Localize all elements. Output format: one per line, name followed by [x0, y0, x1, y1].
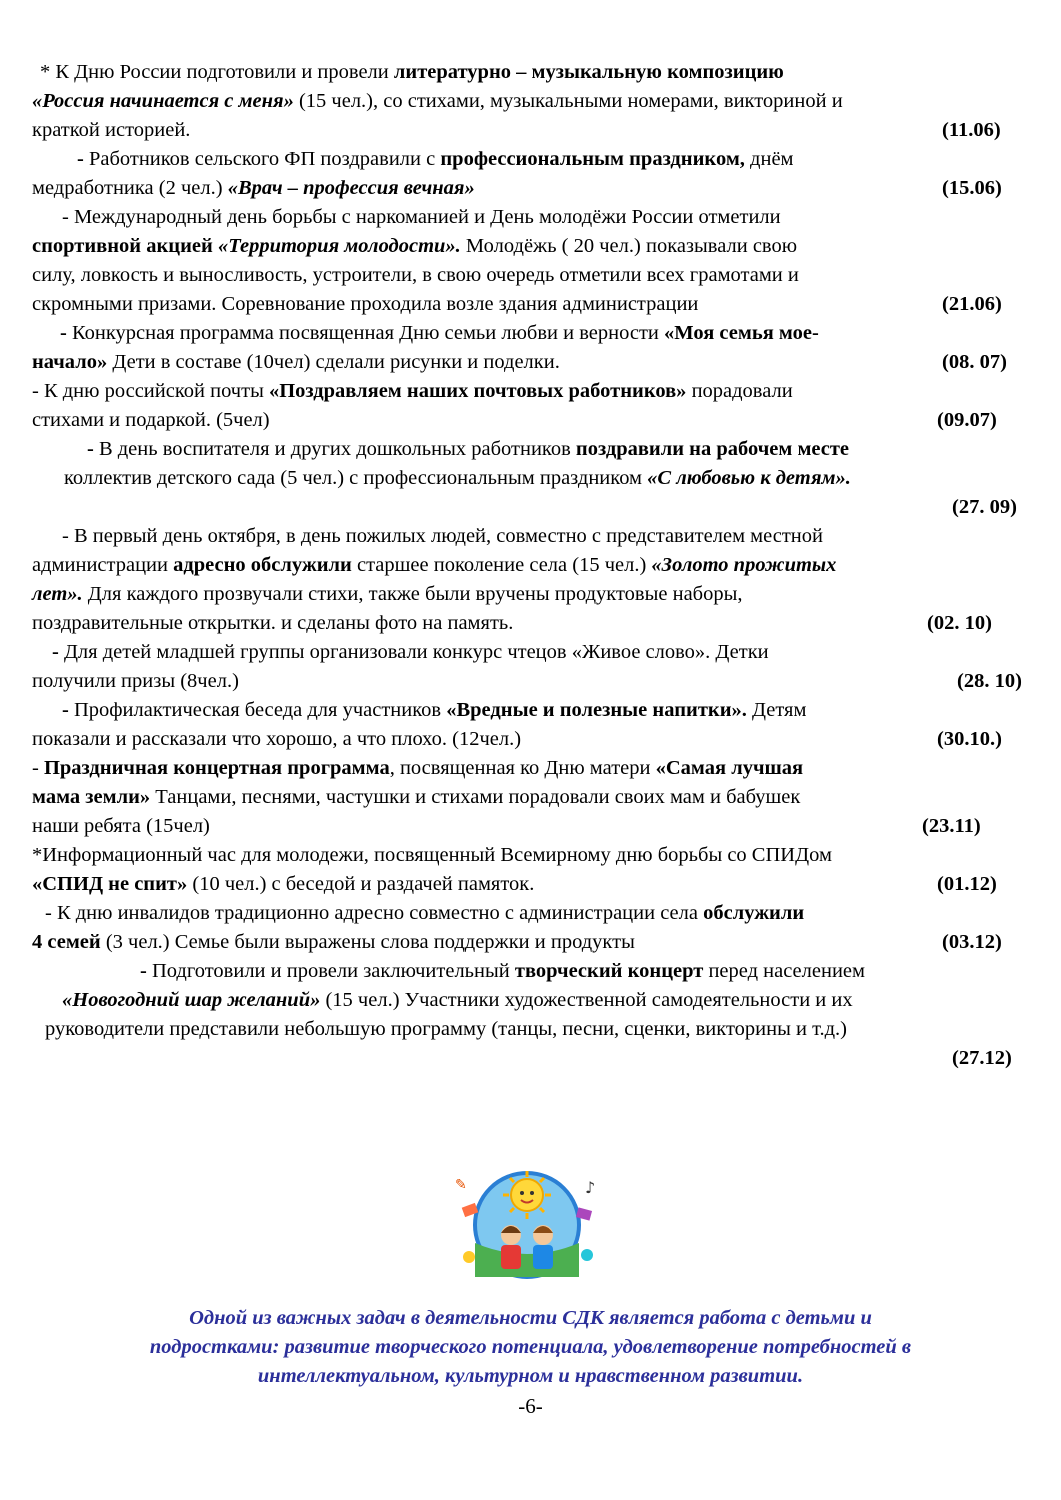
- text-segment: -: [32, 757, 44, 779]
- text-segment: коллектив детского сада (5 чел.) с профессиональным праздником: [64, 467, 648, 489]
- text-segment: Подготовили и провели заключительный: [146, 960, 515, 982]
- text-segment: , посвященная ко Дню матери: [389, 757, 656, 779]
- text-segment: творческий концерт: [514, 960, 704, 982]
- text-segment: (15 чел.) Участники художественной самодеятельности и их: [320, 989, 853, 1011]
- event-date: (28. 10): [957, 670, 1022, 692]
- children-club-emblem: [445, 1165, 609, 1279]
- event-date: (02. 10): [927, 612, 992, 634]
- event-line: [32, 1044, 1030, 1073]
- text-segment: - К дню инвалидов традиционно адресно совместно с администрации села: [45, 902, 704, 924]
- text-segment: «Территория молодости».: [217, 235, 461, 257]
- text-segment: «Моя семья мое-: [664, 322, 819, 344]
- text-segment: получили призы (8чел.): [32, 670, 239, 692]
- text-segment: - К дню российской почты: [32, 380, 269, 402]
- event-line: [32, 290, 1030, 319]
- text-segment: «СПИД не спит»: [32, 873, 188, 895]
- event-date: (03.12): [942, 931, 1002, 953]
- event-line: [32, 754, 1030, 783]
- text-segment: лет».: [32, 583, 83, 605]
- text-segment: *: [40, 61, 56, 83]
- event-date: (23.11): [922, 815, 981, 837]
- text-segment: начало»: [32, 351, 108, 373]
- event-date: (15.06): [942, 177, 1002, 199]
- text-segment: мама земли»: [32, 786, 151, 808]
- event-line: [32, 522, 1030, 551]
- page-number: -6-: [518, 1394, 543, 1418]
- text-segment: Для каждого прозвучали стихи, также были вручены продуктовые наборы,: [82, 583, 743, 605]
- event-entry: [32, 145, 1030, 203]
- statement-line: Одной из важных задач в деятельности СДК является работа с детьми и: [189, 1307, 872, 1329]
- event-entry: [32, 841, 1030, 899]
- text-segment: наши ребята (15чел): [32, 815, 210, 837]
- text-segment: «С любовью к детям».: [647, 467, 851, 489]
- text-segment: (15 чел.), со стихами, музыкальными номерами, викториной и: [293, 90, 843, 112]
- event-line: [32, 116, 1030, 145]
- event-entry: [32, 899, 1030, 957]
- text-segment: «Новогодний шар желаний»: [62, 989, 321, 1011]
- event-line: [32, 406, 1030, 435]
- event-entry: [32, 754, 1030, 841]
- event-entry: [32, 319, 1030, 377]
- event-line: [32, 319, 1030, 348]
- event-line: [32, 87, 1030, 116]
- event-line: [32, 667, 1030, 696]
- text-segment: стихами и подаркой. (5чел): [32, 409, 270, 431]
- text-segment: Праздничная концертная программа: [43, 757, 390, 779]
- text-segment: (10 чел.) с беседой и раздачей памяток.: [187, 873, 535, 895]
- event-line: [32, 812, 1030, 841]
- text-segment: «Поздравляем наших почтовых работников»: [268, 380, 687, 402]
- event-line: [32, 232, 1030, 261]
- event-date: (11.06): [942, 119, 1001, 141]
- event-line: [32, 377, 1030, 406]
- text-segment: Для детей младшей группы организовали конкурс чтецов «Живое слово». Детки: [58, 641, 769, 663]
- text-segment: «Золото прожитых: [651, 554, 837, 576]
- event-line: [32, 580, 1030, 609]
- text-segment: - Международный день борьбы с наркоманией и День молодёжи России отметили: [62, 206, 781, 228]
- event-line: [32, 783, 1030, 812]
- event-date: (08. 07): [942, 351, 1007, 373]
- event-line: [32, 957, 1030, 986]
- event-line: [32, 145, 1030, 174]
- text-segment: -: [77, 148, 84, 170]
- text-segment: «Россия начинается с меня»: [32, 90, 294, 112]
- event-line: [32, 435, 1030, 464]
- text-segment: Танцами, песнями, частушки и стихами порадовали своих мам и бабушек: [150, 786, 801, 808]
- text-segment: старшее поколение села (15 чел.): [351, 554, 652, 576]
- text-segment: перед населением: [703, 960, 866, 982]
- event-date: (30.10.): [937, 728, 1002, 750]
- event-line: [32, 609, 1030, 638]
- event-line: [32, 348, 1030, 377]
- event-line: [32, 1015, 1030, 1044]
- text-segment: поздравили на рабочем месте: [575, 438, 850, 460]
- text-segment: медработника (2 чел.): [32, 177, 228, 199]
- text-segment: Детям: [746, 699, 807, 721]
- text-segment: -: [62, 699, 69, 721]
- event-line: [32, 464, 1030, 493]
- event-date: (27.12): [952, 1047, 1012, 1069]
- text-segment: Профилактическая беседа для участников: [68, 699, 447, 721]
- text-segment: скромными призами. Соревнование проходила возле здания администрации: [32, 293, 699, 315]
- event-entry: [32, 957, 1030, 1073]
- event-list: [32, 58, 1030, 1073]
- text-segment: - В первый день октября, в день пожилых людей, совместно с представителем местной: [62, 525, 824, 547]
- text-segment: администрации: [32, 554, 174, 576]
- text-segment: днём: [744, 148, 794, 170]
- statement-line: интеллектуальном, культурном и нравственном развитии.: [257, 1365, 804, 1387]
- event-line: [32, 493, 1030, 522]
- text-segment: профессиональным праздником,: [440, 148, 745, 170]
- event-line: [32, 638, 1030, 667]
- statement-line: подростками: развитие творческого потенциала, удовлетворение потребностей в: [149, 1336, 912, 1358]
- event-entry: [32, 377, 1030, 435]
- text-segment: Молодёжь ( 20 чел.) показывали свою: [460, 235, 798, 257]
- text-segment: литературно – музыкальную композицию: [393, 61, 784, 83]
- event-date: (21.06): [942, 293, 1002, 315]
- text-segment: «Самая лучшая: [655, 757, 804, 779]
- event-entry: [32, 58, 1030, 145]
- svg-text:♪: ♪: [585, 1178, 596, 1197]
- text-segment: Работников сельского ФП поздравили с: [83, 148, 441, 170]
- event-entry: [32, 435, 1030, 522]
- text-segment: (3 чел.) Семье были выражены слова поддержки и продукты: [100, 931, 635, 953]
- event-entry: [32, 696, 1030, 754]
- text-segment: Конкурсная программа посвященная Дню семьи любви и верности: [66, 322, 665, 344]
- svg-text:✎: ✎: [455, 1177, 467, 1193]
- text-segment: обслужили: [703, 902, 805, 924]
- event-line: [32, 899, 1030, 928]
- text-segment: «Вредные и полезные напитки».: [446, 699, 747, 721]
- text-segment: -: [140, 960, 147, 982]
- text-segment: -: [60, 322, 67, 344]
- event-line: [32, 841, 1030, 870]
- event-line: [32, 870, 1030, 899]
- event-line: [32, 551, 1030, 580]
- text-segment: 4 семей: [32, 931, 101, 953]
- event-line: [32, 696, 1030, 725]
- event-line: [32, 261, 1030, 290]
- text-segment: поздравительные открытки. и сделаны фото на память.: [32, 612, 514, 634]
- event-date: (01.12): [937, 873, 997, 895]
- event-entry: [32, 638, 1030, 696]
- text-segment: силу, ловкость и выносливость, устроители, в свою очередь отметили всех грамотами и: [32, 264, 799, 286]
- event-entry: [32, 522, 1030, 638]
- text-segment: «Врач – профессия вечная»: [227, 177, 475, 199]
- text-segment: краткой историей.: [32, 119, 191, 141]
- event-line: [32, 928, 1030, 957]
- event-line: [32, 986, 1030, 1015]
- text-segment: показали и рассказали что хорошо, а что плохо. (12чел.): [32, 728, 522, 750]
- text-segment: К Дню России подготовили и провели: [55, 61, 394, 83]
- text-segment: спортивной акцией: [32, 235, 213, 257]
- event-line: [32, 58, 1030, 87]
- text-segment: порадовали: [686, 380, 793, 402]
- text-segment: Дети в составе (10чел) сделали рисунки и поделки.: [107, 351, 560, 373]
- text-segment: -: [87, 438, 94, 460]
- event-line: [32, 725, 1030, 754]
- text-segment: *Информационный час для молодежи, посвященный Всемирному дню борьбы со СПИДом: [32, 844, 832, 866]
- text-segment: -: [52, 641, 59, 663]
- text-segment: руководители представили небольшую программу (танцы, песни, сценки, викторины и т.д.): [45, 1018, 848, 1040]
- event-date: (09.07): [937, 409, 997, 431]
- closing-statement: [40, 1304, 1021, 1391]
- event-line: [32, 203, 1030, 232]
- text-segment: В день воспитателя и других дошкольных работников: [93, 438, 576, 460]
- event-entry: [32, 203, 1030, 319]
- event-line: [32, 174, 1030, 203]
- event-date: (27. 09): [952, 496, 1017, 518]
- text-segment: адресно обслужили: [173, 554, 352, 576]
